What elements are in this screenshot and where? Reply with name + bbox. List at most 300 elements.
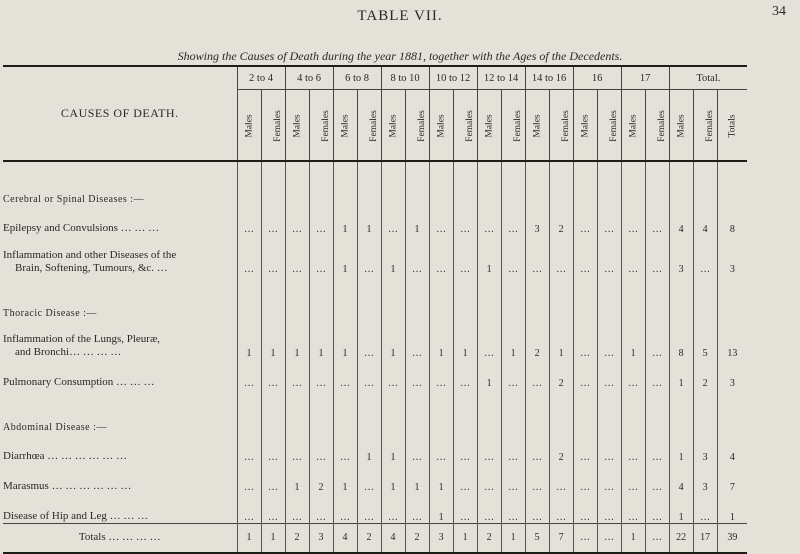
section-title: Cerebral or Spinal Diseases :— xyxy=(3,194,145,205)
value-cell: … xyxy=(261,463,285,493)
value-cell: … xyxy=(549,493,573,523)
cause-label xyxy=(3,463,237,493)
value-cell: … xyxy=(645,319,669,359)
empty-cell xyxy=(381,275,405,319)
value-cell: 1 xyxy=(333,463,357,493)
value-cell: … xyxy=(429,433,453,463)
value-cell: … xyxy=(405,359,429,389)
cause-label xyxy=(3,205,237,235)
males-column-header xyxy=(381,90,405,162)
age-group-header: 12 to 14 xyxy=(477,66,525,90)
empty-cell xyxy=(477,161,501,205)
value-cell: 2 xyxy=(549,433,573,463)
value-cell: … xyxy=(453,235,477,275)
value-cell: … xyxy=(693,235,717,275)
value-cell: … xyxy=(573,493,597,523)
value-cell: 1 xyxy=(357,433,381,463)
sex-label: Males xyxy=(628,113,639,138)
age-group-header: 17 xyxy=(621,66,669,90)
value-cell: 1 xyxy=(477,235,501,275)
value-cell: … xyxy=(645,235,669,275)
cause-text-line: Inflammation and other Diseases of the xyxy=(3,249,177,261)
value-cell: … xyxy=(573,319,597,359)
value-cell: 3 xyxy=(429,523,453,553)
cause-text-line: and Bronchi… … … … xyxy=(15,346,122,358)
value-cell: 3 xyxy=(717,235,747,275)
value-cell: … xyxy=(621,235,645,275)
value-cell: 1 xyxy=(285,319,309,359)
value-cell: … xyxy=(477,205,501,235)
value-cell: … xyxy=(549,235,573,275)
empty-cell xyxy=(693,389,717,433)
empty-cell xyxy=(573,161,597,205)
empty-cell xyxy=(669,275,693,319)
value-cell: … xyxy=(381,205,405,235)
value-cell: 8 xyxy=(669,319,693,359)
empty-cell xyxy=(645,161,669,205)
table-body xyxy=(3,161,747,553)
sex-label: Females xyxy=(608,109,619,142)
sex-label: Males xyxy=(484,113,495,138)
males-column-header xyxy=(525,90,549,162)
value-cell: … xyxy=(573,523,597,553)
empty-cell xyxy=(453,161,477,205)
males-column-header xyxy=(573,90,597,162)
value-cell: … xyxy=(597,235,621,275)
value-cell: … xyxy=(693,493,717,523)
value-cell: … xyxy=(573,235,597,275)
empty-cell xyxy=(453,275,477,319)
value-cell: … xyxy=(405,433,429,463)
value-cell: … xyxy=(597,359,621,389)
value-cell: 1 xyxy=(405,205,429,235)
value-cell: … xyxy=(477,433,501,463)
value-cell: 1 xyxy=(669,359,693,389)
sex-label: Males xyxy=(340,113,351,138)
value-cell: … xyxy=(477,463,501,493)
value-cell: 1 xyxy=(429,493,453,523)
value-cell: 1 xyxy=(429,463,453,493)
value-cell: 3 xyxy=(669,235,693,275)
value-cell: … xyxy=(645,463,669,493)
value-cell: 1 xyxy=(381,433,405,463)
empty-cell xyxy=(573,275,597,319)
table-row xyxy=(3,359,747,389)
empty-cell xyxy=(669,389,693,433)
age-group-header: 4 to 6 xyxy=(285,66,333,90)
value-cell: … xyxy=(333,433,357,463)
value-cell: … xyxy=(621,359,645,389)
sex-label: Males xyxy=(676,113,687,138)
value-cell: 1 xyxy=(333,235,357,275)
value-cell: 3 xyxy=(717,359,747,389)
value-cell: 1 xyxy=(237,319,261,359)
value-cell: … xyxy=(309,433,333,463)
empty-cell xyxy=(261,161,285,205)
cause-text-line: Inflammation of the Lungs, Pleuræ, xyxy=(3,333,161,345)
value-cell: 1 xyxy=(549,319,573,359)
value-cell: … xyxy=(261,359,285,389)
value-cell: … xyxy=(405,319,429,359)
value-cell: … xyxy=(237,359,261,389)
table-title: TABLE VII. xyxy=(357,8,443,24)
section-header-row xyxy=(3,275,747,319)
value-cell: … xyxy=(573,359,597,389)
value-cell: 17 xyxy=(693,523,717,553)
empty-cell xyxy=(309,275,333,319)
causes-of-death-table xyxy=(3,65,747,554)
value-cell: … xyxy=(621,205,645,235)
value-cell: … xyxy=(645,205,669,235)
value-cell: 13 xyxy=(717,319,747,359)
value-cell: 1 xyxy=(501,319,525,359)
empty-cell xyxy=(429,275,453,319)
value-cell: … xyxy=(597,493,621,523)
empty-cell xyxy=(501,275,525,319)
value-cell: … xyxy=(357,235,381,275)
value-cell: … xyxy=(405,235,429,275)
sex-label: Females xyxy=(272,109,283,142)
value-cell: 1 xyxy=(333,319,357,359)
value-cell: … xyxy=(261,235,285,275)
empty-cell xyxy=(669,161,693,205)
value-cell: … xyxy=(477,493,501,523)
empty-cell xyxy=(645,389,669,433)
table-row xyxy=(3,493,747,523)
value-cell: 3 xyxy=(693,433,717,463)
empty-cell xyxy=(357,389,381,433)
cause-label xyxy=(3,359,237,389)
empty-cell xyxy=(405,275,429,319)
section-title: Thoracic Disease :— xyxy=(3,308,97,319)
value-cell: 1 xyxy=(621,319,645,359)
empty-cell xyxy=(237,275,261,319)
page-number: 34 xyxy=(772,4,786,19)
value-cell: … xyxy=(333,359,357,389)
value-cell: … xyxy=(501,493,525,523)
value-cell: … xyxy=(501,359,525,389)
value-cell: 7 xyxy=(717,463,747,493)
empty-cell xyxy=(501,161,525,205)
empty-cell xyxy=(405,161,429,205)
empty-cell xyxy=(525,389,549,433)
value-cell: … xyxy=(621,493,645,523)
empty-cell xyxy=(621,275,645,319)
value-cell: … xyxy=(237,463,261,493)
males-column-header xyxy=(669,90,693,162)
sex-label: Males xyxy=(244,113,255,138)
value-cell: 1 xyxy=(309,319,333,359)
value-cell: 2 xyxy=(477,523,501,553)
females-column-header xyxy=(261,90,285,162)
age-group-header: 8 to 10 xyxy=(381,66,429,90)
empty-cell xyxy=(549,389,573,433)
value-cell: 8 xyxy=(717,205,747,235)
value-cell: … xyxy=(573,463,597,493)
value-cell: … xyxy=(237,205,261,235)
males-column-header xyxy=(621,90,645,162)
value-cell: … xyxy=(597,433,621,463)
value-cell: … xyxy=(237,235,261,275)
sex-label: Females xyxy=(560,109,571,142)
empty-cell xyxy=(621,389,645,433)
value-cell: 4 xyxy=(381,523,405,553)
cause-label xyxy=(3,433,237,463)
value-cell: 2 xyxy=(525,319,549,359)
value-cell: 1 xyxy=(453,523,477,553)
empty-cell xyxy=(501,389,525,433)
empty-cell xyxy=(237,389,261,433)
value-cell: … xyxy=(237,433,261,463)
females-column-header xyxy=(405,90,429,162)
sex-label: Females xyxy=(368,109,379,142)
value-cell: … xyxy=(285,433,309,463)
empty-cell xyxy=(357,161,381,205)
empty-cell xyxy=(453,389,477,433)
value-cell: 4 xyxy=(333,523,357,553)
value-cell: … xyxy=(597,205,621,235)
value-cell: … xyxy=(597,463,621,493)
empty-cell xyxy=(309,161,333,205)
age-group-header: 10 to 12 xyxy=(429,66,477,90)
value-cell: 1 xyxy=(429,319,453,359)
value-cell: 3 xyxy=(309,523,333,553)
empty-cell xyxy=(717,161,747,205)
empty-cell xyxy=(693,161,717,205)
females-column-header xyxy=(549,90,573,162)
females-column-header xyxy=(693,90,717,162)
value-cell: … xyxy=(525,433,549,463)
value-cell: … xyxy=(477,319,501,359)
value-cell: 1 xyxy=(717,493,747,523)
value-cell: … xyxy=(597,319,621,359)
empty-cell xyxy=(693,275,717,319)
age-group-header: 6 to 8 xyxy=(333,66,381,90)
age-group-header: 14 to 16 xyxy=(525,66,573,90)
section-header-row xyxy=(3,389,747,433)
empty-cell xyxy=(549,161,573,205)
cause-text-line: Brain, Softening, Tumours, &c. … xyxy=(15,262,168,274)
empty-cell xyxy=(333,275,357,319)
value-cell: 2 xyxy=(405,523,429,553)
value-cell: 22 xyxy=(669,523,693,553)
value-cell: … xyxy=(429,359,453,389)
value-cell: 1 xyxy=(453,319,477,359)
value-cell: … xyxy=(429,235,453,275)
value-cell: … xyxy=(381,359,405,389)
empty-cell xyxy=(549,275,573,319)
value-cell: 1 xyxy=(285,463,309,493)
empty-cell xyxy=(285,275,309,319)
value-cell: 2 xyxy=(693,359,717,389)
totals-column-header xyxy=(717,90,747,162)
value-cell: 1 xyxy=(669,433,693,463)
sex-label: Females xyxy=(320,109,331,142)
value-cell: … xyxy=(525,493,549,523)
table-row xyxy=(3,433,747,463)
table-row xyxy=(3,319,747,359)
value-cell: 1 xyxy=(405,463,429,493)
cause-text-line: Epilepsy and Convulsions … … … xyxy=(3,222,160,234)
section-header-row xyxy=(3,161,747,205)
value-cell: … xyxy=(621,433,645,463)
section-title: Abdominal Disease :— xyxy=(3,422,107,433)
age-group-header-row xyxy=(3,66,747,90)
value-cell: … xyxy=(237,493,261,523)
sex-label: Males xyxy=(292,113,303,138)
value-cell: … xyxy=(453,493,477,523)
value-cell: 2 xyxy=(549,205,573,235)
value-cell: 1 xyxy=(477,359,501,389)
value-cell: 1 xyxy=(381,463,405,493)
value-cell: 5 xyxy=(693,319,717,359)
value-cell: 1 xyxy=(237,523,261,553)
value-cell: 4 xyxy=(669,463,693,493)
value-cell: … xyxy=(597,523,621,553)
empty-cell xyxy=(381,161,405,205)
value-cell: … xyxy=(525,235,549,275)
empty-cell xyxy=(237,161,261,205)
empty-cell xyxy=(573,389,597,433)
value-cell: 1 xyxy=(261,523,285,553)
value-cell: 2 xyxy=(357,523,381,553)
males-column-header xyxy=(477,90,501,162)
value-cell: … xyxy=(309,205,333,235)
sex-label: Males xyxy=(436,113,447,138)
empty-cell xyxy=(429,389,453,433)
empty-cell xyxy=(645,275,669,319)
females-column-header xyxy=(501,90,525,162)
age-group-header: 2 to 4 xyxy=(237,66,285,90)
sex-label: Females xyxy=(656,109,667,142)
value-cell: … xyxy=(405,493,429,523)
females-column-header xyxy=(453,90,477,162)
value-cell: 1 xyxy=(621,523,645,553)
sex-label: Males xyxy=(532,113,543,138)
cause-text-line: Diarrhœa … … … … … … xyxy=(3,450,128,462)
value-cell: 1 xyxy=(261,319,285,359)
value-cell: … xyxy=(645,359,669,389)
value-cell: … xyxy=(381,493,405,523)
sex-label: Females xyxy=(512,109,523,142)
empty-cell xyxy=(597,161,621,205)
value-cell: 4 xyxy=(717,433,747,463)
cause-text-line: Disease of Hip and Leg … … … xyxy=(3,509,149,522)
females-column-header xyxy=(309,90,333,162)
value-cell: … xyxy=(333,493,357,523)
empty-cell xyxy=(357,275,381,319)
value-cell: 1 xyxy=(381,235,405,275)
empty-cell xyxy=(333,389,357,433)
value-cell: 2 xyxy=(285,523,309,553)
empty-cell xyxy=(261,389,285,433)
value-cell: … xyxy=(453,205,477,235)
table-subtitle: Showing the Causes of Death during the year 1881, together with the Ages of the Decedents. xyxy=(177,49,623,63)
empty-cell xyxy=(285,161,309,205)
empty-cell xyxy=(717,389,747,433)
empty-cell xyxy=(429,161,453,205)
empty-cell xyxy=(285,389,309,433)
value-cell: … xyxy=(357,463,381,493)
causes-header: CAUSES OF DEATH. xyxy=(3,66,237,161)
value-cell: 2 xyxy=(309,463,333,493)
value-cell: … xyxy=(573,433,597,463)
females-column-header xyxy=(645,90,669,162)
value-cell: … xyxy=(645,433,669,463)
value-cell: … xyxy=(357,493,381,523)
value-cell: 3 xyxy=(693,463,717,493)
value-cell: … xyxy=(453,433,477,463)
value-cell: … xyxy=(261,493,285,523)
value-cell: 39 xyxy=(717,523,747,553)
males-column-header xyxy=(333,90,357,162)
value-cell: … xyxy=(525,359,549,389)
cause-label xyxy=(3,493,237,523)
value-cell: … xyxy=(309,235,333,275)
value-cell: 4 xyxy=(693,205,717,235)
empty-cell xyxy=(477,389,501,433)
sex-label: Females xyxy=(704,109,715,142)
empty-cell xyxy=(525,161,549,205)
value-cell: … xyxy=(285,359,309,389)
cause-text-line: Marasmus … … … … … … xyxy=(3,480,132,492)
sex-label: Females xyxy=(416,109,427,142)
value-cell: 1 xyxy=(381,319,405,359)
value-cell: … xyxy=(357,319,381,359)
value-cell: 3 xyxy=(525,205,549,235)
empty-cell xyxy=(309,389,333,433)
males-column-header xyxy=(237,90,261,162)
value-cell: … xyxy=(549,463,573,493)
value-cell: 1 xyxy=(333,205,357,235)
table-row xyxy=(3,205,747,235)
value-cell: … xyxy=(525,463,549,493)
value-cell: 4 xyxy=(669,205,693,235)
value-cell: … xyxy=(573,205,597,235)
empty-cell xyxy=(405,389,429,433)
table-row xyxy=(3,235,747,275)
totals-row xyxy=(3,523,747,553)
value-cell: … xyxy=(501,433,525,463)
cause-label xyxy=(3,319,237,359)
value-cell: … xyxy=(261,205,285,235)
empty-cell xyxy=(621,161,645,205)
males-column-header xyxy=(285,90,309,162)
value-cell: 1 xyxy=(357,205,381,235)
empty-cell xyxy=(597,275,621,319)
empty-cell xyxy=(477,275,501,319)
value-cell: … xyxy=(285,493,309,523)
value-cell: 7 xyxy=(549,523,573,553)
cause-text-line: Pulmonary Consumption … … … xyxy=(3,376,155,388)
females-column-header xyxy=(357,90,381,162)
empty-cell xyxy=(717,275,747,319)
value-cell: 2 xyxy=(549,359,573,389)
value-cell: … xyxy=(285,205,309,235)
value-cell: 5 xyxy=(525,523,549,553)
sex-label: Males xyxy=(580,113,591,138)
empty-cell xyxy=(525,275,549,319)
table-row xyxy=(3,463,747,493)
value-cell: … xyxy=(453,463,477,493)
age-group-header: 16 xyxy=(573,66,621,90)
cause-label xyxy=(3,235,237,275)
value-cell: … xyxy=(453,359,477,389)
value-cell: … xyxy=(429,205,453,235)
value-cell: 1 xyxy=(669,493,693,523)
males-column-header xyxy=(429,90,453,162)
value-cell: … xyxy=(501,235,525,275)
